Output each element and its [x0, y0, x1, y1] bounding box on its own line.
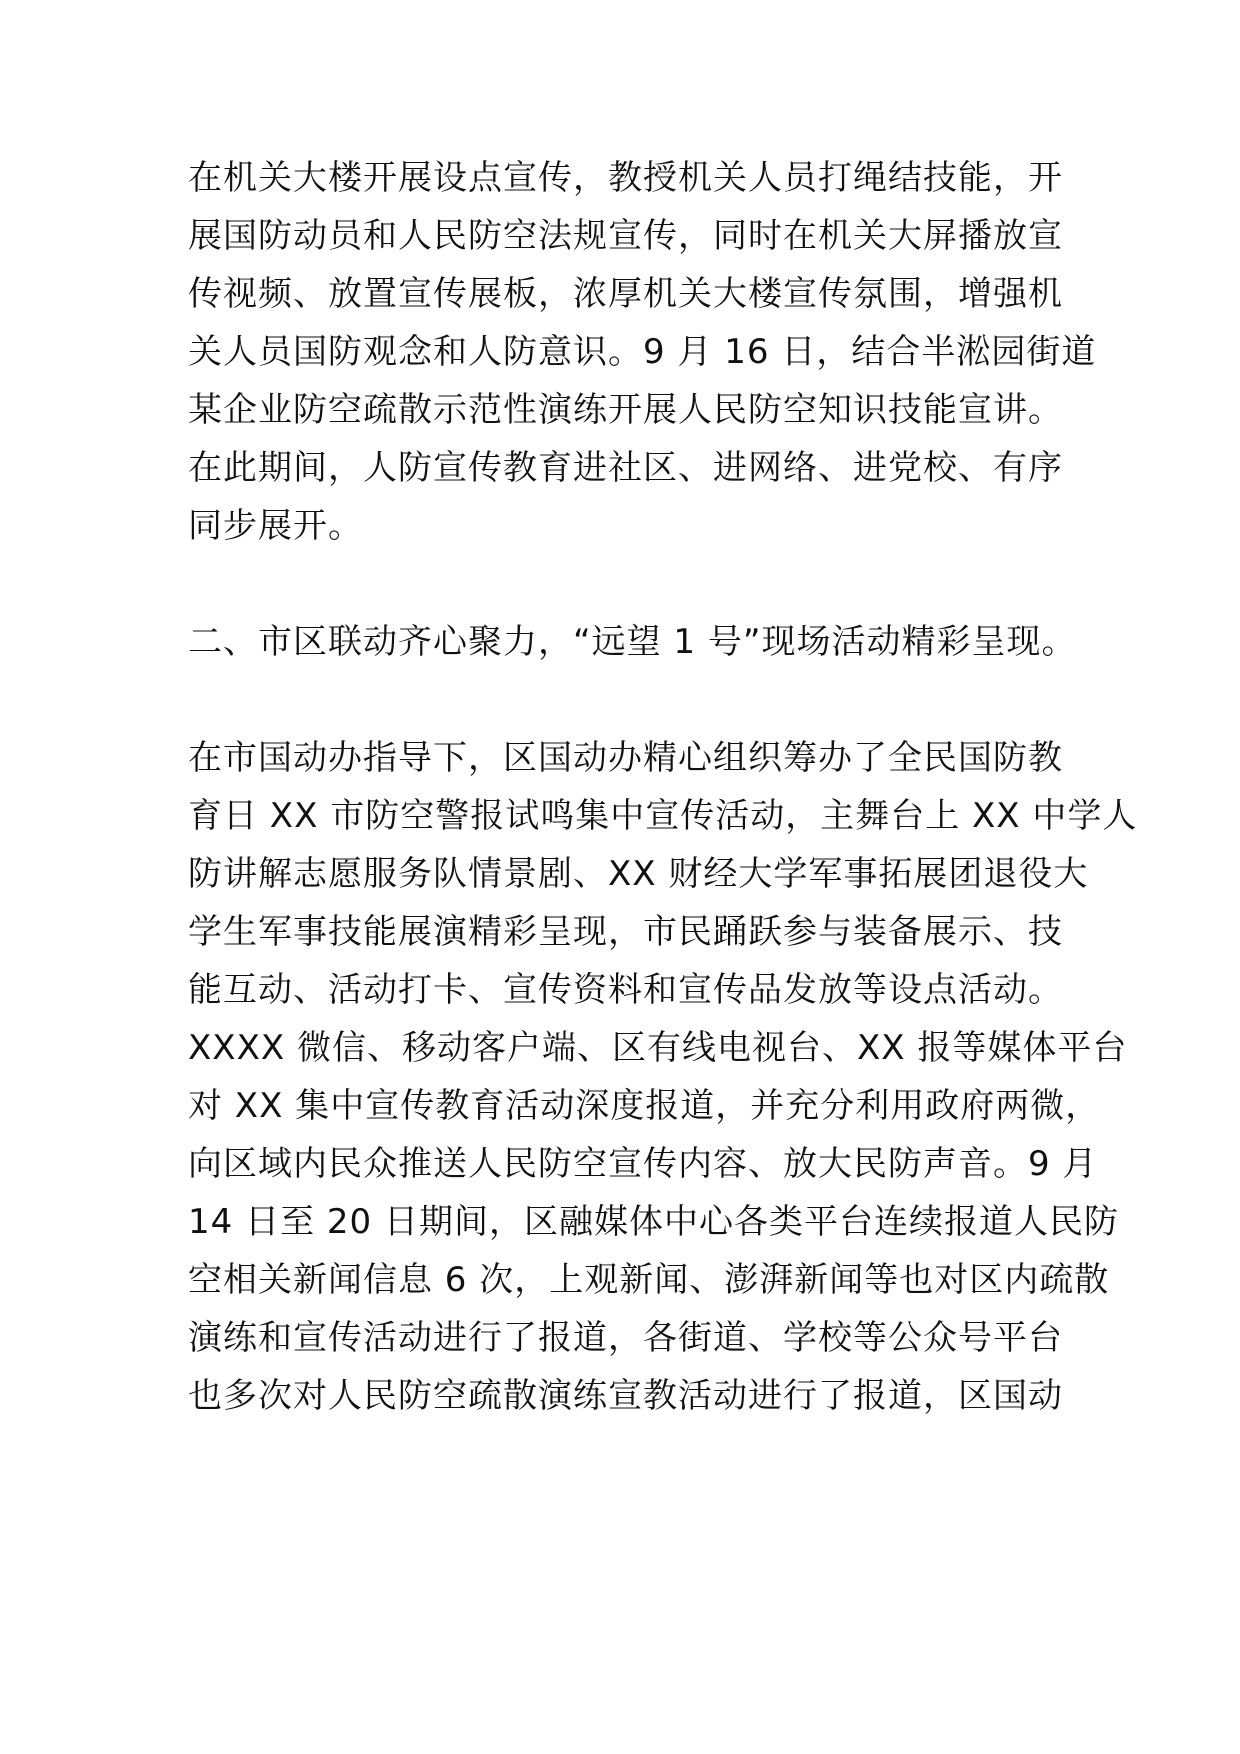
- paragraph-2-line: 演练和宣传活动进行了报道，各街道、学校等公众号平台: [188, 1318, 1063, 1358]
- paragraph-1-line: 在机关大楼开展设点宣传，教授机关人员打绳结技能，开: [188, 158, 1063, 198]
- paragraph-1-line: 关人员国防观念和人防意识。9 月 16 日，结合半淞园街道: [188, 332, 1097, 372]
- paragraph-2-line: 空相关新闻信息 6 次，上观新闻、澎湃新闻等也对区内疏散: [188, 1260, 1110, 1300]
- paragraph-2-line: 育日 XX 市防空警报试鸣集中宣传活动，主舞台上 XX 中学人: [188, 796, 1138, 836]
- paragraph-2-line: 学生军事技能展演精彩呈现，市民踊跃参与装备展示、技: [188, 912, 1063, 952]
- paragraph-1-line: 在此期间，人防宣传教育进社区、进网络、进党校、有序: [188, 448, 1063, 488]
- paragraph-2-line: 14 日至 20 日期间，区融媒体中心各类平台连续报道人民防: [188, 1202, 1119, 1242]
- paragraph-1-line: 传视频、放置宣传展板，浓厚机关大楼宣传氛围，增强机: [188, 274, 1063, 314]
- paragraph-2-line: 在市国动办指导下，区国动办精心组织筹办了全民国防教: [188, 738, 1063, 778]
- paragraph-2-line: XXXX 微信、移动客户端、区有线电视台、XX 报等媒体平台: [188, 1028, 1128, 1068]
- paragraph-2-line: 能互动、活动打卡、宣传资料和宣传品发放等设点活动。: [188, 970, 1063, 1010]
- paragraph-2-line: 对 XX 集中宣传教育活动深度报道，并充分利用政府两微，: [188, 1086, 1101, 1126]
- paragraph-2-line: 也多次对人民防空疏散演练宣教活动进行了报道，区国动: [188, 1376, 1063, 1416]
- section-heading: 二、市区联动齐心聚力，“远望 1 号”现场活动精彩呈现。: [188, 622, 1077, 662]
- paragraph-1-line: 展国防动员和人民防空法规宣传，同时在机关大屏播放宣: [188, 216, 1063, 256]
- paragraph-1-line: 某企业防空疏散示范性演练开展人民防空知识技能宣讲。: [188, 390, 1063, 430]
- paragraph-2-line: 防讲解志愿服务队情景剧、XX 财经大学军事拓展团退役大: [188, 854, 1089, 894]
- paragraph-2-line: 向区域内民众推送人民防空宣传内容、放大民防声音。9 月: [188, 1144, 1098, 1184]
- paragraph-1-line: 同步展开。: [188, 506, 363, 546]
